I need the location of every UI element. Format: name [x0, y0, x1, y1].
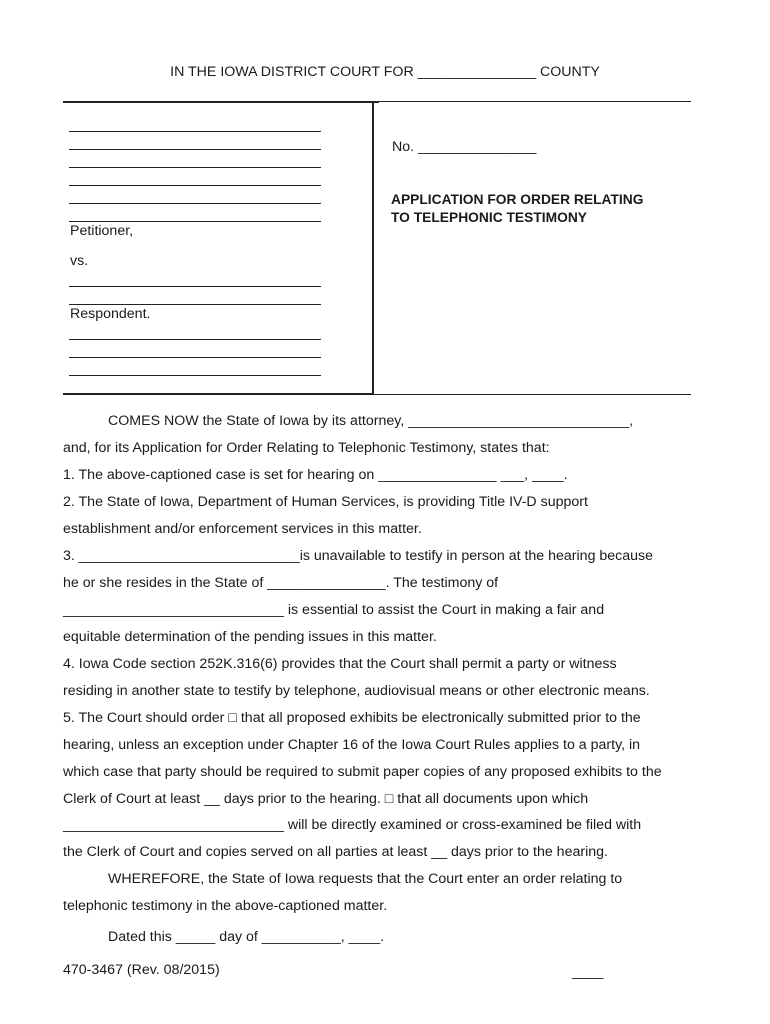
wherefore-line-1: WHEREFORE, the State of Iowa requests that the Court enter an order relating to: [108, 871, 623, 887]
item-5-line-1: 5. The Court should order □ that all proposed exhibits be electronically submitted prior to the: [63, 710, 641, 726]
item-5-line-6: the Clerk of Court and copies served on all parties at least __ days prior to the hearing.: [63, 844, 608, 860]
item-5-line-2: hearing, unless an exception under Chapter 16 of the Iowa Court Rules applies to a party, in: [63, 737, 641, 753]
caption-bottom-right-rule: [374, 394, 691, 395]
case-number: No. _______________: [392, 139, 537, 155]
item-2-line-2: establishment and/or enforcement services in this matter.: [63, 521, 422, 537]
intro-line-2: and, for its Application for Order Relating to Telephonic Testimony, states that:: [63, 440, 550, 456]
item-4-line-2: residing in another state to testify by telephone, audiovisual means or other electronic means.: [63, 683, 650, 699]
court-title: IN THE IOWA DISTRICT COURT FOR _______________ COUNTY: [170, 64, 600, 80]
item-5-line-4: Clerk of Court at least __ days prior to the hearing. □ that all documents upon which: [63, 791, 589, 807]
item-3-line-1: 3. ____________________________is unavailable to testify in person at the hearing because: [63, 548, 654, 564]
petitioner-name-line: [69, 167, 321, 168]
vs-label: vs.: [70, 253, 89, 269]
respondent-address-line: [69, 375, 321, 376]
form-number: 470-3467 (Rev. 08/2015): [63, 962, 220, 978]
respondent-address-line: [69, 339, 321, 340]
item-3-line-2: he or she resides in the State of _______________. The testimony of: [63, 575, 499, 591]
intro-line: COMES NOW the State of Iowa by its attorney, ____________________________,: [108, 413, 634, 429]
item-4-line-1: 4. Iowa Code section 252K.316(6) provides that the Court shall permit a party or witness: [63, 656, 617, 672]
caption-top-left-rule: [63, 101, 379, 103]
respondent-address-line: [69, 357, 321, 358]
caption-bottom-left-rule: [63, 393, 374, 395]
petitioner-name-line: [69, 221, 321, 222]
respondent-name-line: [69, 286, 321, 287]
respondent-name-line: [69, 304, 321, 305]
initials-blank: ____: [572, 964, 604, 980]
petitioner-name-line: [69, 203, 321, 204]
petitioner-name-line: [69, 131, 321, 132]
respondent-label: Respondent.: [70, 306, 151, 322]
wherefore-line-2: telephonic testimony in the above-captioned matter.: [63, 898, 388, 914]
dated-line: Dated this _____ day of __________, ____.: [108, 929, 385, 945]
item-2-line-1: 2. The State of Iowa, Department of Human Services, is providing Title IV-D support: [63, 494, 588, 510]
caption-divider: [372, 101, 374, 394]
item-3-line-3: ____________________________ is essential to assist the Court in making a fair and: [63, 602, 605, 618]
document-title-line-1: APPLICATION FOR ORDER RELATING: [391, 192, 644, 207]
petitioner-label: Petitioner,: [70, 223, 134, 239]
item-3-line-4: equitable determination of the pending issues in this matter.: [63, 629, 437, 645]
petitioner-name-line: [69, 185, 321, 186]
item-5-line-3: which case that party should be required to submit paper copies of any proposed exhibits to the: [63, 764, 662, 780]
caption-top-right-rule: [379, 101, 691, 102]
item-5-line-5: ____________________________ will be directly examined or cross-examined be filed with: [63, 817, 642, 833]
petitioner-name-line: [69, 149, 321, 150]
item-1-hearing-date: 1. The above-captioned case is set for hearing on _______________ ___, ____.: [63, 467, 568, 483]
document-title-line-2: TO TELEPHONIC TESTIMONY: [391, 210, 587, 225]
